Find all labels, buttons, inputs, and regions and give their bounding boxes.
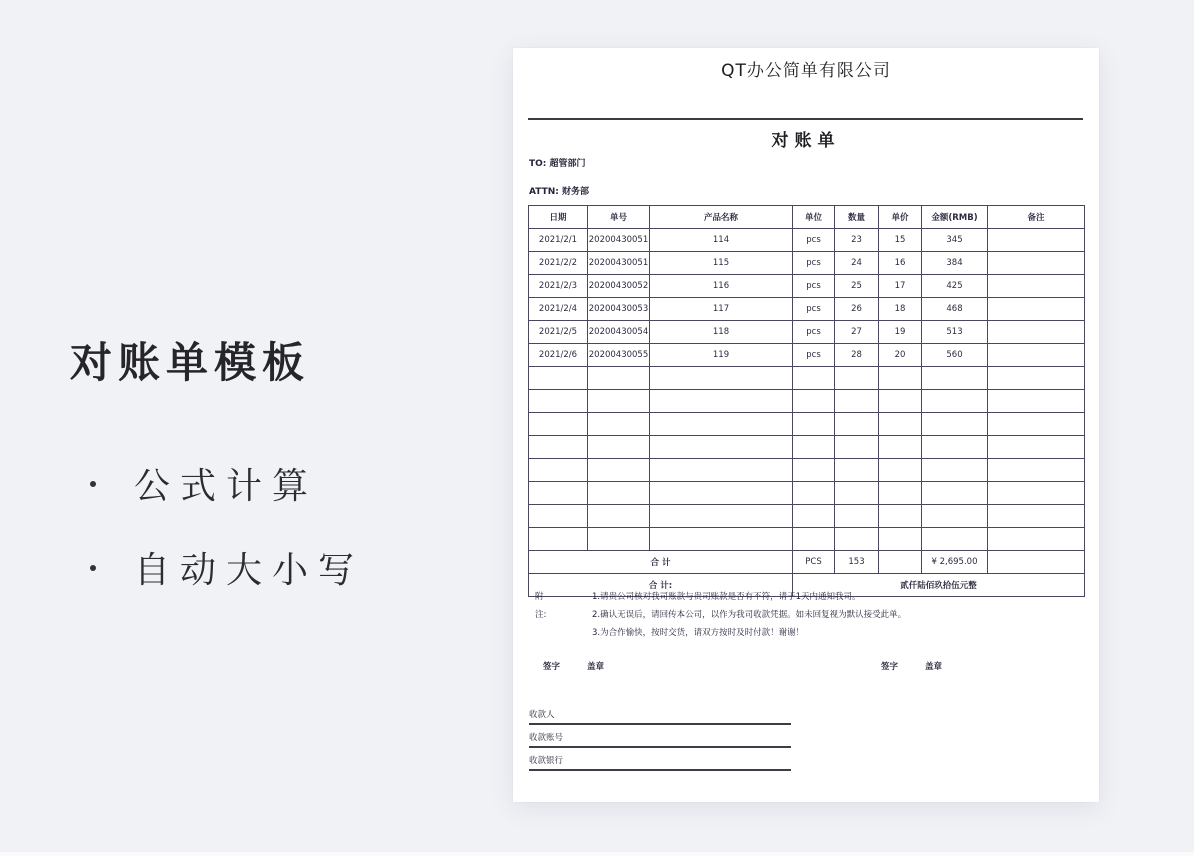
table-row (529, 344, 1085, 367)
table-row (529, 298, 1085, 321)
col-header-date: 日期 (529, 206, 588, 229)
note-line: 2.确认无误后，请回传本公司，以作为我司收款凭据。如未回复视为默认接受此单。 (592, 610, 907, 620)
col-header-quantity: 数量 (835, 206, 879, 229)
subtotal-remark (988, 551, 1085, 574)
feature-item-formula (90, 458, 318, 509)
signature-left (543, 660, 604, 672)
cell-unit: pcs (793, 344, 835, 367)
cell-unit-price: 20 (879, 344, 922, 367)
cell-order-no: 20200430052 (588, 275, 650, 298)
empty-row (529, 505, 1085, 528)
to-line (529, 156, 586, 169)
col-header-order-no: 单号 (588, 206, 650, 229)
to-value: 超管部门 (549, 159, 586, 169)
cell-amount: 384 (922, 252, 988, 275)
cell-remark (988, 298, 1085, 321)
bank-field (529, 755, 791, 771)
cell-unit: pcs (793, 321, 835, 344)
statement-document (513, 48, 1099, 802)
empty-row (529, 482, 1085, 505)
cell-date: 2021/2/1 (529, 229, 588, 252)
signature-right (881, 660, 942, 672)
cell-unit-price: 18 (879, 298, 922, 321)
cell-date: 2021/2/5 (529, 321, 588, 344)
subtotal-amount: ¥ 2,695.00 (922, 551, 988, 574)
payee-label: 收款人 (529, 710, 555, 720)
cell-date: 2021/2/4 (529, 298, 588, 321)
cell-remark (988, 229, 1085, 252)
cell-date: 2021/2/2 (529, 252, 588, 275)
cell-order-no: 20200430055 (588, 344, 650, 367)
sign-label: 签字 (543, 662, 561, 672)
cell-remark (988, 252, 1085, 275)
col-header-remark: 备注 (988, 206, 1085, 229)
empty-row (529, 528, 1085, 551)
to-label: TO: (529, 159, 547, 169)
cell-product: 115 (650, 252, 793, 275)
subtotal-row (529, 551, 1085, 574)
cell-product: 116 (650, 275, 793, 298)
stamp-label: 盖章 (924, 662, 942, 672)
notes-label: 附注: (535, 592, 547, 620)
subtotal-unit: PCS (793, 551, 835, 574)
frame-edge (0, 852, 1194, 856)
cell-amount: 425 (922, 275, 988, 298)
feature-label: 公式计算 (134, 466, 319, 507)
cell-amount: 513 (922, 321, 988, 344)
table-row (529, 321, 1085, 344)
cell-quantity: 23 (835, 229, 879, 252)
col-header-unit-price: 单价 (879, 206, 922, 229)
cell-quantity: 28 (835, 344, 879, 367)
cell-product: 114 (650, 229, 793, 252)
cell-remark (988, 275, 1085, 298)
cell-unit-price: 19 (879, 321, 922, 344)
cell-unit: pcs (793, 298, 835, 321)
cell-unit-price: 17 (879, 275, 922, 298)
cell-order-no: 20200430053 (588, 298, 650, 321)
cell-product: 118 (650, 321, 793, 344)
document-title: 对账单 (771, 131, 841, 151)
cell-unit: pcs (793, 229, 835, 252)
cell-date: 2021/2/3 (529, 275, 588, 298)
empty-row (529, 390, 1085, 413)
empty-row (529, 459, 1085, 482)
empty-row (529, 367, 1085, 390)
cell-amount: 345 (922, 229, 988, 252)
cell-unit-price: 15 (879, 229, 922, 252)
total-words-value: 贰仟陆佰玖拾伍元整 (793, 574, 1085, 597)
cell-order-no: 20200430051 (588, 252, 650, 275)
cell-product: 117 (650, 298, 793, 321)
cell-amount: 560 (922, 344, 988, 367)
cell-remark (988, 321, 1085, 344)
cell-order-no: 20200430051 (588, 229, 650, 252)
cell-date: 2021/2/6 (529, 344, 588, 367)
subtotal-quantity: 153 (835, 551, 879, 574)
table-row (529, 229, 1085, 252)
cell-unit-price: 16 (879, 252, 922, 275)
empty-row (529, 413, 1085, 436)
subtotal-label: 合 计 (529, 551, 793, 574)
table-header-row (529, 206, 1085, 229)
payee-field (529, 709, 791, 725)
sign-label: 签字 (881, 662, 899, 672)
col-header-product: 产品名称 (650, 206, 793, 229)
cell-unit: pcs (793, 275, 835, 298)
account-label: 收款账号 (529, 733, 564, 743)
header-divider (528, 118, 1083, 120)
bullet-icon (90, 481, 96, 487)
feature-label: 自动大小写 (134, 550, 365, 591)
attn-label: ATTN: (529, 187, 559, 197)
cell-product: 119 (650, 344, 793, 367)
empty-row (529, 436, 1085, 459)
bullet-icon (90, 565, 96, 571)
feature-item-auto-case (90, 542, 364, 593)
cell-order-no: 20200430054 (588, 321, 650, 344)
note-line: 3.为合作愉快，按时交货，请双方按时及时付款！谢谢！ (592, 628, 805, 638)
cell-remark (988, 344, 1085, 367)
attn-line (529, 184, 589, 197)
cell-quantity: 26 (835, 298, 879, 321)
attn-value: 财务部 (562, 187, 590, 197)
note-line: 1.请贵公司核对我司账款与贵司账款是否有不符，请于1天内通知我司。 (592, 592, 861, 602)
total-words-label: 合 计: (529, 574, 793, 597)
bank-label: 收款银行 (529, 756, 564, 766)
cell-quantity: 24 (835, 252, 879, 275)
stamp-label: 盖章 (586, 662, 604, 672)
cell-amount: 468 (922, 298, 988, 321)
cell-unit: pcs (793, 252, 835, 275)
subtotal-unit-price (879, 551, 922, 574)
cell-quantity: 25 (835, 275, 879, 298)
table-row (529, 252, 1085, 275)
account-field (529, 732, 791, 748)
promo-title: 对账单模板 (70, 338, 311, 387)
col-header-amount: 金额(RMB) (922, 206, 988, 229)
cell-quantity: 27 (835, 321, 879, 344)
statement-table (528, 205, 1085, 597)
company-name: QT办公简单有限公司 (721, 61, 891, 81)
col-header-unit: 单位 (793, 206, 835, 229)
table-row (529, 275, 1085, 298)
